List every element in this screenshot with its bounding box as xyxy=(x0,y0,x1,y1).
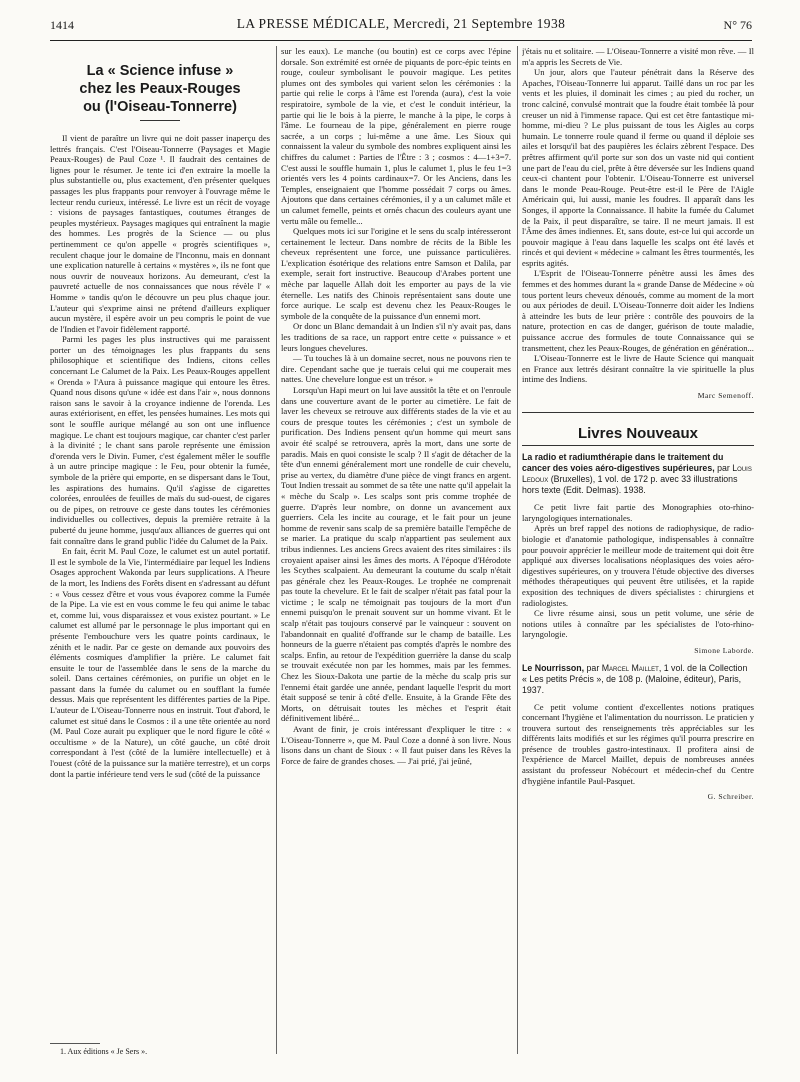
book-title xyxy=(522,663,754,696)
column-separator xyxy=(517,46,518,1054)
issue-number: N° 76 xyxy=(723,18,752,32)
paragraph: Avant de finir, je crois intéressant d'expliquer le titre : « L'Oiseau-Tonnerre », que M. Paul Coze a donné à son livre. Nous lisons dans un chant de Sioux : « Il faut puiser dans les Rêves la Force de faire de grandes choses. — J'ai prié, j'ai jeûné, xyxy=(281,724,511,766)
page-number: 1414 xyxy=(50,18,74,32)
book-title-text: La radio et radiumthérapie dans le traitement du cancer des voies aéro-digestives supérieures, xyxy=(522,452,724,474)
paragraph: sur les eaux). Le manche (ou boutin) est ce corps avec l'épine dorsale. Son extrémité est ornée de piquants de porc-épic teints en rouge, couleur symbolisant le pouvoir magique. Les petites plumes ont des symboles qui varient selon les cérémonies : la partie qui relie le corps à l'âme est l'orenda (aura), c'est la voie respiratoire, symbole de la vie, et c'est le conduit intérieur, la partie qui lie le bois à la pierre, le manche à la pipe, le corps à l'âme. Le fourneau de la pipe, généralement en pierre rouge sacrée, a un corps ; lui-même a une âme. Les Sioux qui connaissent la valeur du symbole des nombres expliquent ainsi les chiffres du calumet : Parties de l'Être : 3 ; cosmos : 4—1+3=7. C'est aussi le souffle humain 1, plus le calumet 1, plus le feu 1=3 orientés vers les 4 points cardinaux=7. Or les Anciens, dans les Temples, enseignaient que l'homme possédait 7 corps ou âmes. Ajoutons que dans certaines cérémonies, il y a un calumet mâle et un calumet femelle, peints et ornés chacun des couleurs ayant une vertu mâle ou femelle... xyxy=(281,46,511,226)
page-header xyxy=(50,12,752,42)
article-title xyxy=(50,62,270,116)
review-signature: Simone Laborde. xyxy=(694,645,754,655)
paragraph: Ce petit livre fait partie des Monographies oto-rhino-laryngologiques internationales. xyxy=(522,502,754,523)
paragraph: Or donc un Blanc demandait à un Indien s'il n'y avait pas, dans les traditions de sa race, un rapport entre cette « puissance » et leurs longues chevelures. xyxy=(281,321,511,353)
header-rule xyxy=(50,40,752,41)
article-title-line: La « Science infuse » xyxy=(86,63,234,79)
paragraph: Un jour, alors que l'auteur pénétrait dans la Réserve des Apaches, l'Oiseau-Tonnerre lui apparut. Taillé dans un roc par les vents et les pluies, il dominait les cimes ; au pied du rocher, un tronc calciné, convulsé montrait que la foudre était tombée là pour creuser un nid à l'immense rapace. Qui est cet être fantastique mi-homme, mi-dieu ? Le plus puissant de tous les Aigles au corps humain. Le tonnerre roule quand il ferme ou quand il déploie ses ailes et lorsqu'il bat des paupières les éclairs zèbrent l'espace. Des prêtres affirment qu'il porte sur son dos un vaste nid qui contient une part de l'eau du ciel, prête à être déversée sur les Indiens quand ceux-ci chantent pour l'obtenir. L'Oiseau-Tonnerre est universel dans le monde Peau-Rouge. Peut-être est-il le Père de l'Aigle Américain qui, lui aussi, manie les foudres. Il apparaît dans les Songes, il apporte la Connaissance. Il habite la fumée du Calumet de la Paix, il peut disparaître, se taire. Il ne meurt jamais. Il est l'Âme des âmes indiennes. Et, sans doute, est-ce lui qui accorde un pouvoir magique à l'eau dans laquelle les scalps ont été lavés et rincés et qui devient « médecine » calmant les êtres tourmentés, les esprits agités. xyxy=(522,67,754,268)
paragraph: L'Oiseau-Tonnerre est le livre de Haute Science qui manquait en France aux lettrés désirant connaître la vie spirituelle la plus intime des Indiens. xyxy=(522,353,754,385)
book-title-text: Le Nourrisson, xyxy=(522,662,585,673)
footnote-rule xyxy=(50,1043,100,1044)
paragraph: j'étais nu et solitaire. — L'Oiseau-Tonnerre a visité mon rêve. — Il m'a appris les Secrets de Vie. xyxy=(522,46,754,67)
article-title-line: ou (l'Oiseau-Tonnerre) xyxy=(83,99,237,115)
paragraph: — Tu touches là à un domaine secret, nous ne pouvons rien te dire. Cependant sache que je tuerais celui qui me couperait mes nattes. Une chevelure longue est un trésor. » xyxy=(281,353,511,385)
paragraph: Ce livre résume ainsi, sous un petit volume, une série de notions utiles à connaître par les spécialistes de l'oto-rhino-laryngologie. xyxy=(522,608,754,640)
book-by: par xyxy=(717,463,730,474)
paragraph: Lorsqu'un Hapi meurt on lui lave aussitôt la tête et on l'enroule dans une couverture avant de le porter au cimetière. Le fait de laver les cheveux se retrouve aux différents stades de la vie et au cours de presque toutes les cérémonies ; c'est un symbole de purification. Des Indiens pensent qu'un homme qui meurt sans avoir été scalpé se retrouvera, après la mort, dans une sorte de paradis. Mais en quoi consiste le scalp ? Il s'agit de détacher de la tête d'un ennemi généralement mort une rondelle de cuir chevelu, prise au vertex, du diamètre d'une pièce de vingt francs en argent. Tout Indien tressait au sommet de sa tête une natte qu'il appelait la « mèche du Scalp ». Les scalps sont pris comme trophée de guerre. D'après leur nombre, on donne un avancement aux guerriers. Cela les incite au courage, et le fait pour un jeune homme de revenir sans scalp de sa première bataille l'empêche de se marier. La pratique du scalp n'appartient pas seulement aux tribus indiennes. Les anciens Grecs avaient des rites similaires : ils croyaient apaiser ainsi les âmes des morts. A l'époque d'Hérodote les Scythes scalpaient. Au demeurant la coutume du scalp n'était pas générale chez les Peaux-Rouges. Le trophée ne comprenait pas toute la chevelure. Et le fait de scalper n'était pas fatal pour la victime ; le scalp ne témoignait pas toujours de la mort d'un ennemi puisqu'on le prenait souvent sur un homme vivant. Et le scalp n'était pas toujours conservé par le vainqueur : souvent on l'abandonnait en qualité d'offrande sur le champ de bataille. Les honneurs de la guerre n'étaient pas comptés d'après le nombre des scalps. Enfin, au retour de l'expédition guerrière la danse du scalp se trouvait exécutée non par les hommes, mais par les femmes. Chez les Sioux-Dakota une partie de la mèche du scalp pris sur l'ennemi était gardée une année, pendant laquelle l'esprit du mort était supposé se tenir à côté d'elle. Ensuite, à la Grande Fête des Morts, on détruisait toutes les mèches et l'esprit était définitivement libéré... xyxy=(281,385,511,724)
paragraph: L'Esprit de l'Oiseau-Tonnerre pénètre aussi les âmes des femmes et des hommes durant la « grande Danse de Médecine » où tous portent leurs cheveux dénoués, comme au moment de la mort ou aux périodes de deuil. L'Oiseau-Tonnerre doit aider les Indiens à atteindre les buts de leur prière : contrôle des pouvoirs de la nature, protection en cas de danger, guérison de toute maladie, puissance accrue des formules de toute Connaissance qui se transmettent, chez les Peaux-Rouges, de génération en génération... xyxy=(522,268,754,353)
paragraph: Après un bref rappel des notions de radiophysique, de radio-biologie et d'anatomie pathologique, indispensables à connaître pour pouvoir apprécier le meilleur mode de traitement qui doit être appliqué aux diverses localisations néoplasiques des voies aéro-digestives supérieures, on y trouvera l'étude objective des diverses méthodes thérapeutiques qui peuvent être utilisées, et la rapide exposition des techniques de divers spécialistes : chirurgiens et radiologistes. xyxy=(522,523,754,608)
section-rule xyxy=(522,412,754,413)
title-rule xyxy=(140,120,180,121)
book-author: Marcel Maillet xyxy=(601,662,659,673)
article-title-line: chez les Peaux-Rouges xyxy=(79,81,241,97)
paragraph: Parmi les pages les plus instructives qui me paraissent porter un des témoignages les plus frappants du sens philosophique et scientifique des Indiens, citons celles concernant Le Calumet de la Paix. Les Peaux-Rouges appellent « Orenda » l'Aura à puissance magique qui entoure les êtres. Quand nous disons qu'une « idée est dans l'air », nous donnons raison sans le savoir à la croyance indienne de l'orenda. Les auras extériorisent, en effet, les pensées humaines. Les mots qui sont le souffle aurique mélangé au son ont une influence magique. Le chant est toujours magique, car chanter c'est parler à la divinité ; le chant sans parole représente une émission d'orenda vers le Divin. Fumer, c'est également mêler le souffle à un autre principe magique : le Feu, pour obtenir la fumée, symbole de la prière qui emporte, en se dispersant dans le Tout, les aspirations des humains. Qu'il s'agisse de cigarettes colorées, enroulées de feuilles de maïs du sud-ouest, de cigares ou de pipes, on retrouve ce geste dans toutes les cérémonies individuelles ou collectives, depuis la première retraite à la puberté du jeune homme, jusqu'aux alliances de guerres qui ont fait connaître dans le grand public l'idée du Calumet de la Paix. xyxy=(50,334,270,546)
column-1 xyxy=(50,46,270,1054)
footnote: 1. Aux éditions « Je Sers ». xyxy=(60,1047,148,1056)
masthead: LA PRESSE MÉDICALE, Mercredi, 21 Septembre 1938 xyxy=(236,16,566,31)
column-separator xyxy=(276,46,277,1054)
book-biblio: (Bruxelles), 1 vol. de 172 p. avec 33 illustrations hors texte (Edit. Delmas). 1938. xyxy=(522,474,738,496)
paragraph: En fait, écrit M. Paul Coze, le calumet est un autel portatif. Il est le symbole de la Vie, l'intermédiaire par lequel les Indiens Osages approchent Wakonda par leurs supplications. A l'heure de la mort, les Indiens des Forêts disent en s'adressant au défunt : « Vous cessez d'être et vous vous évaporez comme la Fumée de la Pipe. La vie est en vous comme le feu qui anime le tabac et, comme lui, vous disparaissez et vous existez pourtant. » Le calumet est allumé par le personnage le plus important qui en présente l'embouchure vers les quatre points cardinaux, le zénith et le nadir. Par ce geste on demande aux pouvoirs des éléments cosmiques d'amplifier la prière. Le calumet fait ensuite le tour de l'assemblée dans le sens de la marche du soleil. Dans certaines cérémonies, on purifie un objet en le passant dans la fumée du calumet ou en soufflant la fumée dessus. Mais que représentent les différentes parties de la Pipe. L'auteur de L'Oiseau-Tonnerre nous en instruit. Tout d'abord, le calumet est situé dans le Cosmos : il a une tête orientée au nord (M. Paul Coze aurait pu expliquer que le nord figure le côté « occultisme » de la Nature), un côté gauche, un côté droit correspondant à l'est (côté de la lumière intellectuelle) et à l'ouest (côté de la puissance sur la matière terrestre), et un corps dont la partie inférieure tend vers le sud (côté de la puissance xyxy=(50,546,270,779)
column-2 xyxy=(281,46,511,1054)
review-signature: G. Schreiber. xyxy=(707,792,754,802)
paragraph: Quelques mots ici sur l'origine et le sens du scalp intéresseront certainement le lecteur. Dans nombre de récits de la Bible les cheveux représentent une force, une puissance particulières. L'explication ésotérique des relations entre Samson et Dalila, par exemple, serait fort instructive. Beaucoup d'Arabes portent une mèche par laquelle Allah doit les emporter au pays de la vie éternelle. Les natifs des Chinois représentaient sans doute une force aurique. Le scalp est devenu chez les Peaux-Rouges le symbole de la conquête de la puissance d'un ennemi mort. xyxy=(281,226,511,321)
paragraph: Ce petit volume contient d'excellentes notions pratiques concernant l'hygiène et l'alimentation du nourrisson. Le praticien y trouvera surtout des renseignements très appréciables sur les différents laits modifiés et sur les régimes qu'il pourra prescrire en présence de troubles gastro-intestinaux. Il profitera ainsi de l'expérience de Marcel Maillet, depuis de nombreuses années assistant du professeur Nobécourt et médecin-chef du Centre d'hygiène infantile Paul-Pasquet. xyxy=(522,701,754,786)
paragraph: Il vient de paraître un livre qui ne doit passer inaperçu des lettrés français. C'est l'Oiseau-Tonnerre (Paysages et Magie Peaux-Rouges) de Paul Coze ¹. Il faudrait des centaines de lignes pour le résumer. Je tente ici d'en extraire la moelle la plus substantielle ou, plus exactement, d'en présenter quelques passages les plus frappants pour renvoyer à l'ouvrage même le lecteur rendu curieux, intéressé. Le livre est un récit de voyage : visions de paysages fantastiques, coutumes étranges de peuples mystérieux. Paysages magiques qui entraînent la magie des hommes. Les progrès de la Science — ou plus pertinemment ce qu'on appelle « progrès scientifiques », reculent chaque jour le domaine de l'Inconnu, mais en donnant une explication naturelle à certains « mystères », ils ne font que nous ouvrir de nouveaux horizons. Au demeurant, c'est la pauvreté actuelle de nos connaissances que nous révèle l' « Homme » tandis qu'on le découvre un peu plus chaque jour. L'auteur qui s'exprime ainsi ne prétend d'ailleurs expliquer aucun mystère, il espère avoir un peu compris le point de vue de l'Indien et l'avoir fidèlement rapporté. xyxy=(50,133,270,334)
section-title: Livres Nouveaux xyxy=(522,429,754,447)
column-3 xyxy=(522,46,754,1054)
article-signature: Marc Semenoff. xyxy=(697,391,754,400)
book-biblio: , 1 vol. de la Collection « Les petits Précis », de 108 p. (Maloine, éditeur), Paris, 1937. xyxy=(522,662,748,695)
book-title xyxy=(522,452,754,496)
book-by: par xyxy=(586,662,600,673)
book-author: Louis Ledoux xyxy=(522,463,752,485)
